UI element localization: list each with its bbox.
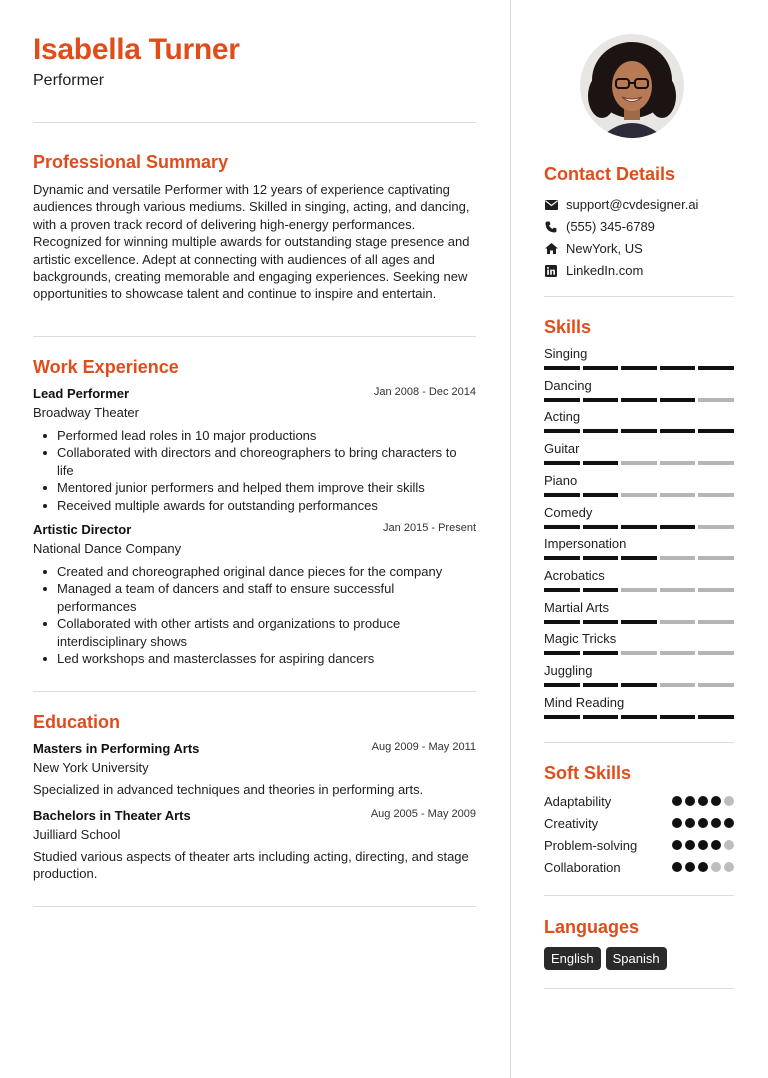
skill-row — [544, 409, 734, 433]
skill-level-segment — [698, 620, 734, 624]
skill-level-segment — [583, 651, 619, 655]
skill-level-segment — [621, 683, 657, 687]
skill-level-segment — [621, 366, 657, 370]
education-desc: Specialized in advanced techniques and theories in performing arts. — [33, 782, 424, 797]
skill-name: Comedy — [544, 504, 593, 520]
skill-level-segment — [660, 429, 696, 433]
skill-level-segment — [583, 683, 619, 687]
skill-level-segment — [698, 461, 734, 465]
skill-level-bar — [544, 556, 734, 560]
skill-level-bar — [544, 683, 734, 687]
skill-level-segment — [621, 429, 657, 433]
education-dates: Aug 2009 - May 2011 — [371, 741, 476, 753]
skill-level-segment — [544, 651, 580, 655]
education-desc: Studied various aspects of theater arts including acting, directing, and stage production. — [33, 849, 469, 882]
divider — [544, 988, 734, 989]
skill-level-segment — [621, 588, 657, 592]
soft-skill-rating — [672, 796, 734, 806]
job-dates: Jan 2015 - Present — [383, 522, 476, 534]
skill-row — [544, 473, 734, 497]
rating-dot — [711, 840, 721, 850]
rating-dot — [724, 840, 734, 850]
skill-name: Juggling — [544, 663, 593, 678]
skill-level-segment — [621, 493, 657, 497]
skill-level-segment — [698, 588, 734, 592]
rating-dot — [685, 862, 695, 872]
skill-level-segment — [621, 620, 657, 624]
soft-skill-row — [544, 838, 734, 853]
bullet-item: Received multiple awards for outstanding performances — [33, 497, 476, 514]
divider — [33, 906, 476, 907]
summary-title: Professional Summary — [33, 152, 229, 172]
skill-level-segment — [660, 366, 696, 370]
soft-skill-name: Collaboration — [544, 860, 621, 875]
languages-title: Languages — [544, 917, 640, 937]
rating-dot — [672, 862, 682, 872]
job-org: National Dance Company — [33, 541, 182, 556]
skill-level-segment — [660, 651, 696, 655]
rating-dot — [685, 796, 695, 806]
divider — [33, 336, 476, 337]
job-entry — [33, 522, 476, 667]
education-title: Education — [33, 712, 121, 732]
rating-dot — [711, 818, 721, 828]
candidate-name: Isabella Turner — [33, 33, 240, 66]
skill-row — [544, 536, 734, 560]
rating-dot — [724, 818, 734, 828]
skill-level-bar — [544, 715, 734, 719]
bullet-item: Created and choreographed original dance pieces for the company — [33, 563, 476, 580]
skill-row — [544, 631, 734, 655]
bullet-item: Managed a team of dancers and staff to ensure successful performances — [33, 580, 476, 615]
rating-dot — [698, 840, 708, 850]
skill-level-segment — [544, 715, 580, 719]
contact-phone[interactable] — [544, 219, 655, 234]
rating-dot — [724, 862, 734, 872]
skill-level-segment — [698, 493, 734, 497]
linkedin-icon — [544, 264, 558, 278]
skill-level-segment — [621, 461, 657, 465]
school-name: New York University — [33, 760, 149, 775]
rating-dot — [685, 840, 695, 850]
work-title: Work Experience — [33, 357, 179, 377]
bullet-item: Mentored junior performers and helped them improve their skills — [33, 479, 476, 496]
rating-dot — [672, 840, 682, 850]
job-bullets — [33, 427, 476, 514]
column-divider — [510, 0, 511, 1078]
skill-name: Mind Reading — [544, 694, 625, 710]
skill-level-segment — [621, 651, 657, 655]
skill-level-segment — [698, 715, 734, 719]
skill-level-segment — [660, 525, 696, 529]
skill-level-bar — [544, 493, 734, 497]
job-dates: Jan 2008 - Dec 2014 — [373, 386, 476, 398]
skill-level-segment — [544, 398, 580, 402]
bullet-item: Collaborated with directors and choreographers to bring characters to life — [33, 444, 476, 479]
skill-level-bar — [544, 429, 734, 433]
skill-level-bar — [544, 620, 734, 624]
degree-title: Masters in Performing Arts — [33, 741, 200, 756]
job-title: Artistic Director — [33, 522, 132, 537]
skill-name: Acrobatics — [544, 567, 605, 583]
bullet-item: Performed lead roles in 10 major productions — [33, 427, 476, 444]
skill-row — [544, 568, 734, 592]
divider — [544, 895, 734, 896]
skill-level-bar — [544, 588, 734, 592]
skill-level-segment — [621, 556, 657, 560]
skill-level-segment — [660, 588, 696, 592]
skill-row — [544, 600, 734, 624]
skill-row — [544, 505, 734, 529]
skill-level-segment — [698, 525, 734, 529]
soft-skills-title: Soft Skills — [544, 763, 632, 783]
school-name: Juilliard School — [33, 827, 121, 842]
skill-level-segment — [544, 429, 580, 433]
skill-level-segment — [583, 493, 619, 497]
skill-level-segment — [698, 398, 734, 402]
email-text: support@cvdesigner.ai — [566, 197, 699, 212]
skill-level-segment — [544, 461, 580, 465]
skill-name: Martial Arts — [544, 599, 610, 615]
skill-level-segment — [698, 429, 734, 433]
rating-dot — [724, 796, 734, 806]
skill-level-bar — [544, 525, 734, 529]
skill-level-bar — [544, 398, 734, 402]
skill-level-segment — [621, 525, 657, 529]
skill-level-segment — [660, 493, 696, 497]
job-bullets — [33, 563, 476, 667]
skill-level-segment — [583, 429, 619, 433]
skill-level-segment — [544, 556, 580, 560]
phone-text: (555) 345-6789 — [566, 219, 655, 234]
rating-dot — [698, 862, 708, 872]
skill-level-bar — [544, 366, 734, 370]
soft-skill-rating — [672, 862, 734, 872]
phone-icon — [544, 220, 558, 234]
contact-title: Contact Details — [544, 164, 676, 184]
location-text: NewYork, US — [566, 241, 643, 256]
education-entry — [33, 741, 476, 798]
education-dates: Aug 2005 - May 2009 — [370, 808, 476, 820]
skill-level-segment — [544, 588, 580, 592]
job-title: Lead Performer — [33, 386, 130, 401]
skills-title: Skills — [544, 317, 592, 337]
skill-level-segment — [544, 620, 580, 624]
skill-name: Piano — [544, 472, 578, 488]
skill-level-segment — [583, 398, 619, 402]
envelope-icon — [544, 198, 558, 212]
skill-level-segment — [583, 715, 619, 719]
skill-name: Magic Tricks — [544, 631, 617, 647]
skill-level-segment — [698, 556, 734, 560]
job-entry — [33, 386, 476, 514]
profile-photo — [580, 34, 684, 138]
contact-linkedin[interactable] — [544, 263, 643, 278]
rating-dot — [711, 796, 721, 806]
skill-level-segment — [544, 683, 580, 687]
rating-dot — [685, 818, 695, 828]
divider — [33, 691, 476, 692]
skill-level-segment — [698, 366, 734, 370]
skill-row — [544, 695, 734, 719]
divider — [544, 742, 734, 743]
skill-level-segment — [660, 398, 696, 402]
soft-skill-row — [544, 794, 734, 809]
skill-level-segment — [660, 556, 696, 560]
skill-name: Dancing — [544, 377, 592, 393]
rating-dot — [698, 796, 708, 806]
divider — [33, 122, 476, 123]
degree-title: Bachelors in Theater Arts — [33, 808, 191, 823]
skill-name: Acting — [544, 409, 581, 425]
summary-text: Dynamic and versatile Performer with 12 years of experience captivating audiences through various mediums. Skilled in singing, acting, and dancing, with a proven track record of delivering high-energy performances. Recognized for winning multiple awards for outstanding stage presence and artistic excellence. Adept at connecting with audiences of all ages and backgrounds, creating memorable and engaging experiences. Seeking new opportunities to showcase talent and continue to inspire and entertain. — [33, 182, 470, 302]
rating-dot — [698, 818, 708, 828]
soft-skill-name: Problem-solving — [544, 838, 638, 853]
languages-list — [544, 947, 667, 970]
soft-skill-row — [544, 860, 734, 875]
skill-level-segment — [698, 683, 734, 687]
skill-name: Singing — [544, 346, 588, 361]
skill-name: Impersonation — [544, 536, 627, 552]
home-icon — [544, 242, 558, 256]
skill-level-segment — [583, 556, 619, 560]
rating-dot — [711, 862, 721, 872]
skill-row — [544, 663, 734, 687]
contact-email[interactable] — [544, 197, 698, 212]
skill-level-bar — [544, 461, 734, 465]
skill-level-segment — [583, 588, 619, 592]
skill-level-segment — [698, 651, 734, 655]
bullet-item: Collaborated with other artists and organizations to produce interdisciplinary shows — [33, 615, 476, 650]
skill-row — [544, 378, 734, 402]
skill-level-segment — [583, 525, 619, 529]
linkedin-text: LinkedIn.com — [566, 263, 644, 278]
bullet-item: Led workshops and masterclasses for aspiring dancers — [33, 650, 476, 667]
soft-skill-name: Adaptability — [544, 794, 612, 809]
skill-row — [544, 346, 734, 370]
skill-name: Guitar — [544, 441, 580, 457]
skill-level-segment — [583, 366, 619, 370]
skill-level-bar — [544, 651, 734, 655]
skill-level-segment — [660, 683, 696, 687]
skill-level-segment — [544, 525, 580, 529]
skill-level-segment — [660, 461, 696, 465]
skill-level-segment — [544, 493, 580, 497]
soft-skill-rating — [672, 840, 734, 850]
rating-dot — [672, 796, 682, 806]
skill-level-segment — [544, 366, 580, 370]
divider — [544, 296, 734, 297]
skill-level-segment — [621, 398, 657, 402]
candidate-role: Performer — [33, 72, 105, 89]
skill-level-segment — [583, 461, 619, 465]
soft-skill-name: Creativity — [544, 816, 599, 831]
contact-location — [544, 241, 643, 256]
skill-level-segment — [660, 620, 696, 624]
language-tag: Spanish — [606, 947, 667, 970]
education-entry — [33, 808, 476, 883]
skill-row — [544, 441, 734, 465]
job-org: Broadway Theater — [33, 405, 139, 420]
language-tag: English — [544, 947, 601, 970]
soft-skill-rating — [672, 818, 734, 828]
rating-dot — [672, 818, 682, 828]
skill-level-segment — [660, 715, 696, 719]
soft-skill-row — [544, 816, 734, 831]
skill-level-segment — [583, 620, 619, 624]
skill-level-segment — [621, 715, 657, 719]
